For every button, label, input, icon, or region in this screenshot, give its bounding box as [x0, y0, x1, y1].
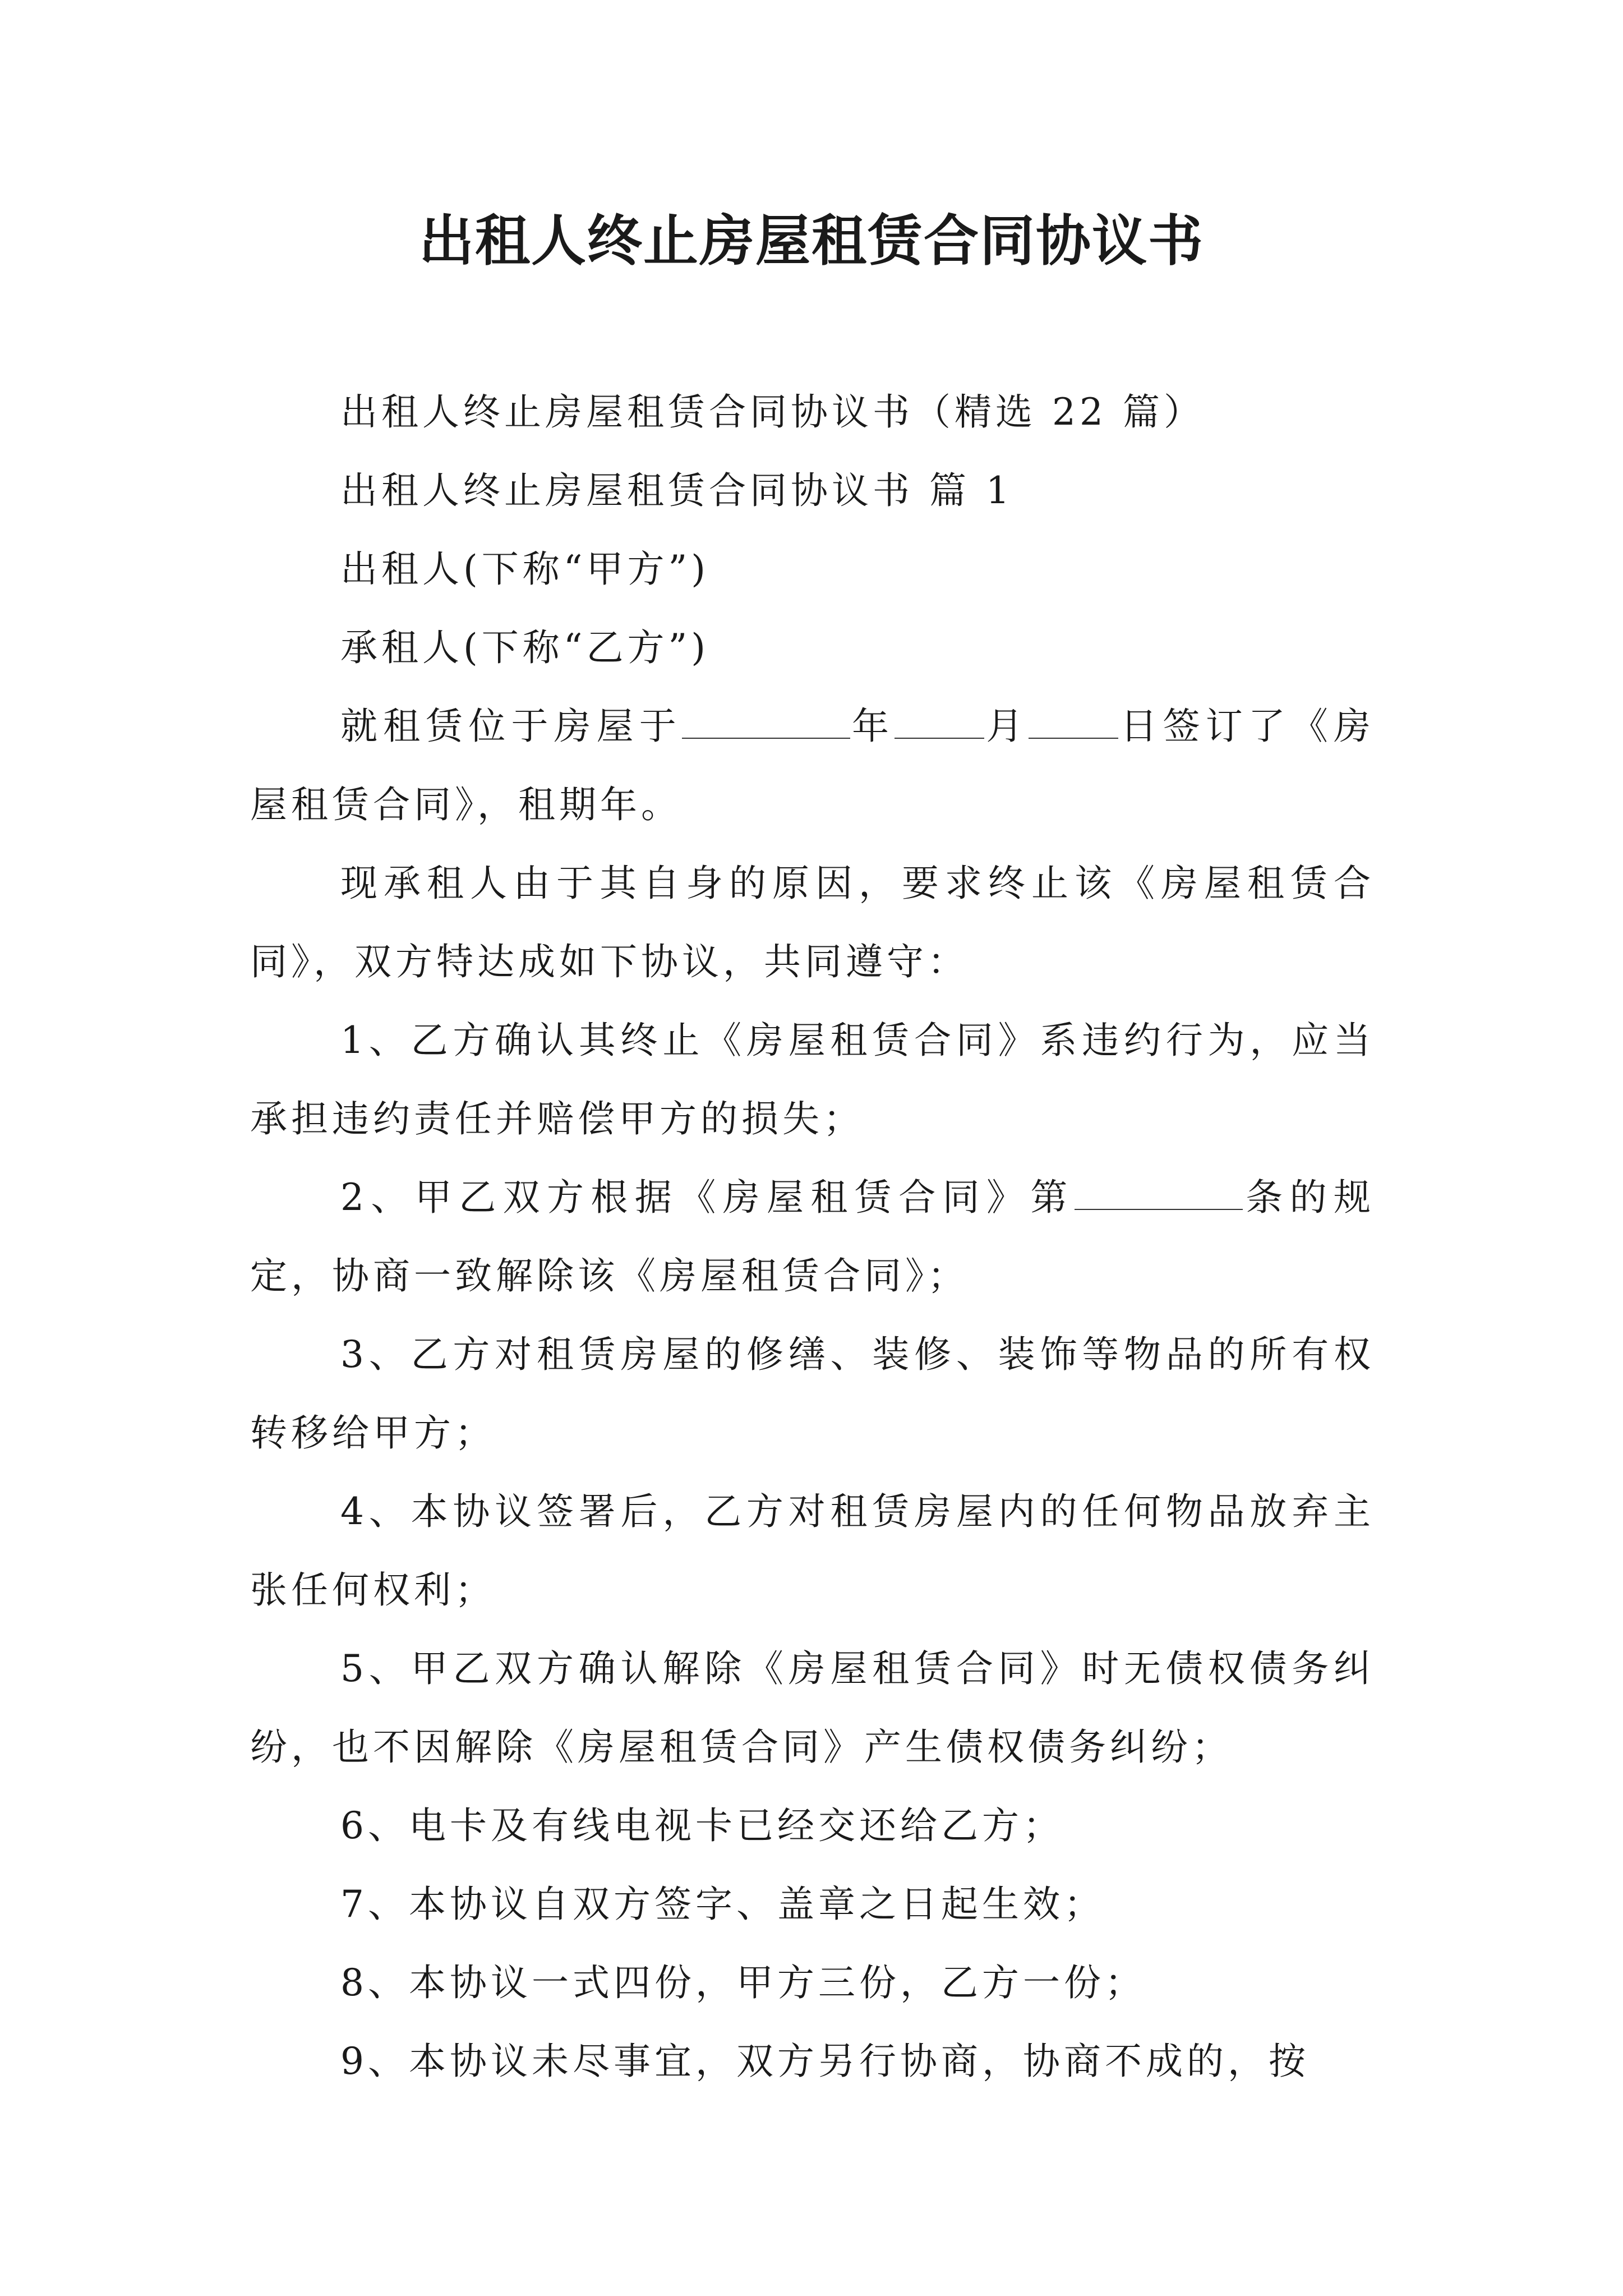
clause-2-part2: 条的规定，协商一致解除该《房屋租赁合同》； — [250, 1176, 1375, 1297]
lease-sentence-part2: 日签订了《房屋租赁合同》，租期年。 — [250, 705, 1375, 826]
clause-2 — [250, 1158, 1375, 1315]
lessee-line: 承租人(下称“乙方”) — [340, 626, 709, 669]
subtitle-line: 出租人终止房屋租赁合同协议书（精选 22 篇） — [340, 390, 1205, 434]
clause-9: 9、本协议未尽事宜，双方另行协商，协商不成的，按 — [340, 2040, 1310, 2083]
clause-1: 1、乙方确认其终止《房屋租赁合同》系违约行为，应当承担违约责任并赔偿甲方的损失； — [250, 1019, 1375, 1140]
document-body — [250, 373, 1375, 2101]
section-heading: 出租人终止房屋租赁合同协议书 篇 1 — [340, 469, 1013, 512]
clause-7: 7、本协议自双方签字、盖章之日起生效； — [340, 1883, 1105, 1926]
blank-line — [1075, 1172, 1243, 1210]
clause-2-part1: 2、甲乙双方根据《房屋租赁合同》第 — [340, 1176, 1075, 1219]
blank-line — [895, 701, 984, 739]
blank-line — [682, 701, 850, 739]
lease-month-label: 月 — [984, 705, 1029, 748]
document-title: 出租人终止房屋租赁合同协议书 — [418, 209, 1204, 273]
clause-4: 4、本协议签署后，乙方对租赁房屋内的任何物品放弃主张任何权利； — [250, 1490, 1375, 1612]
blank-line — [1029, 701, 1118, 739]
lease-sentence — [250, 687, 1375, 844]
intro-paragraph: 现承租人由于其自身的原因，要求终止该《房屋租赁合同》，双方特达成如下协议，共同遵守： — [250, 862, 1375, 983]
lease-sentence-part1: 就租赁位于房屋于 — [340, 705, 682, 748]
clause-3: 3、乙方对租赁房屋的修缮、装修、装饰等物品的所有权转移给甲方； — [250, 1333, 1375, 1455]
clause-5: 5、甲乙双方确认解除《房屋租赁合同》时无债权债务纠纷，也不因解除《房屋租赁合同》产生债权债务纠纷； — [250, 1647, 1375, 1769]
lease-year-label: 年 — [850, 705, 895, 748]
clause-8: 8、本协议一式四份，甲方三份，乙方一份； — [340, 1961, 1146, 2004]
clause-6: 6、电卡及有线电视卡已经交还给乙方； — [340, 1804, 1064, 1847]
lessor-line: 出租人(下称“甲方”) — [340, 547, 709, 591]
